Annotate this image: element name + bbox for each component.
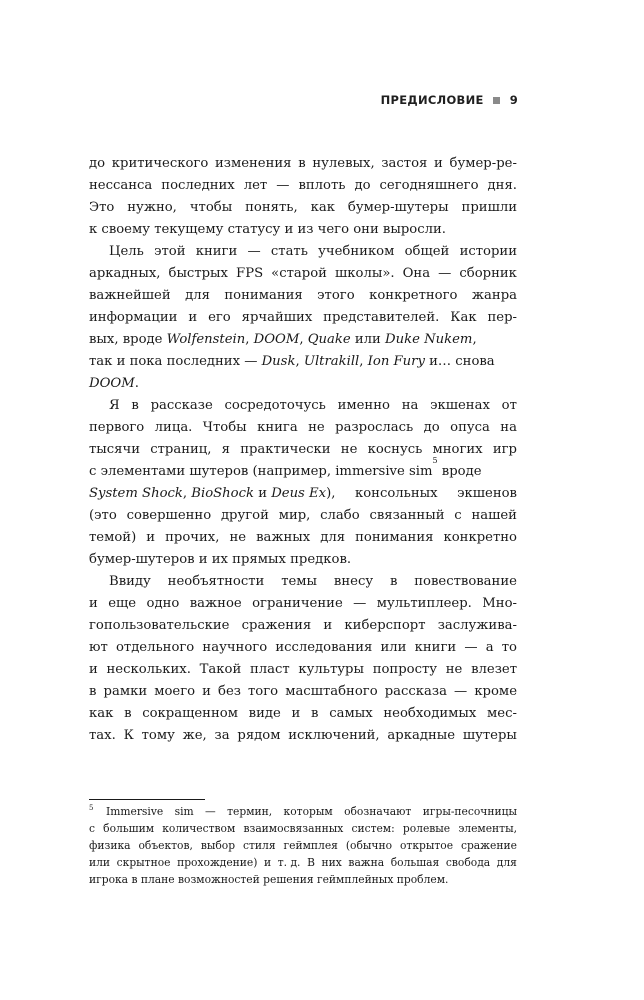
word: взаимосвязанных [243, 822, 344, 835]
word: пришли [461, 200, 517, 215]
game-title: DOOM [253, 332, 300, 347]
text-line [89, 615, 517, 637]
text-line [89, 505, 517, 527]
word: шутеры [462, 728, 517, 743]
word: физика [89, 839, 131, 852]
word: Это [89, 200, 115, 215]
word: рамки [103, 684, 148, 699]
word: и [89, 596, 98, 611]
word: представителей. [323, 310, 440, 325]
word: многих [432, 442, 483, 457]
word: заслужива- [437, 618, 517, 633]
word: жанра [471, 288, 517, 303]
word: них [321, 856, 342, 869]
word: стать [270, 244, 308, 259]
word: тысячи [89, 442, 141, 457]
word: и [146, 530, 156, 545]
word: игры-песочницы [422, 805, 517, 818]
word: в [124, 706, 132, 721]
text-line: бумер-шутеров и их прямых предков. [89, 552, 352, 567]
word: — [247, 244, 261, 259]
game-title: Duke Nukem [385, 332, 473, 347]
game-title: Dusk [261, 354, 296, 369]
word: (обычно [345, 839, 393, 852]
word: аркадных, [89, 266, 161, 281]
word: а [485, 640, 494, 655]
word: чтобы [189, 200, 233, 215]
word: ют [89, 640, 108, 655]
word: ярчайших [241, 310, 313, 325]
text-line [89, 175, 517, 197]
word: с [454, 508, 462, 523]
word: — [353, 596, 367, 611]
game-title: System Shock [89, 486, 183, 501]
word: школы». [335, 266, 395, 281]
word: и [264, 856, 272, 869]
word: или [380, 640, 407, 655]
game-title: Quake [307, 332, 351, 347]
footnote-line [89, 854, 517, 871]
game-title: Ion Fury [367, 354, 425, 369]
word: бумер-ре- [449, 156, 517, 171]
text-line: DOOM . [89, 373, 517, 395]
word: без [218, 684, 241, 699]
text-line [89, 527, 517, 549]
word: т. д. [277, 856, 301, 869]
word: большая [390, 856, 440, 869]
word: лет [243, 178, 268, 193]
word: необъятности [167, 574, 265, 589]
text-line [89, 197, 517, 219]
text-line [89, 153, 517, 175]
word: нулевых, [312, 156, 375, 171]
word: и [89, 662, 98, 677]
word: или [89, 856, 111, 869]
word: сражение [460, 839, 517, 852]
word: первого [89, 420, 145, 435]
footnote-line: игрока в плане возможностей решения геймплейных проблем. [89, 873, 449, 886]
word: понимания [355, 530, 434, 545]
word: Мно- [482, 596, 517, 611]
word: нессанса [89, 178, 153, 193]
word: того [248, 684, 279, 699]
word: обозначают [344, 805, 412, 818]
word: Как [450, 310, 477, 325]
word: рядом [237, 728, 281, 743]
game-title: Wolfenstein [166, 332, 246, 347]
word: sim [174, 805, 194, 818]
text-line: к своему текущему статусу и из чего они выросли. [89, 222, 446, 237]
text-line: так и пока последних — Dusk , Ultrakill , Ion Fury и… снова [89, 351, 517, 373]
game-title: Ultrakill [303, 354, 360, 369]
word: в [89, 684, 97, 699]
running-header [381, 93, 518, 107]
footnote-line [89, 820, 517, 837]
word: гопользовательские [89, 618, 230, 633]
word: В [307, 856, 315, 869]
word: этой [154, 244, 186, 259]
word: застоя [381, 156, 428, 171]
word: рассказе [150, 398, 213, 413]
word: вплоть [298, 178, 346, 193]
word: нескольких. [106, 662, 191, 677]
game-title: DOOM [89, 376, 135, 391]
word: и [291, 706, 301, 721]
word: важнейшей [89, 288, 171, 303]
word: книга [257, 420, 298, 435]
footnote-line [89, 803, 517, 820]
word: влезет [471, 662, 517, 677]
footnote [89, 803, 517, 888]
word: систем: [351, 822, 395, 835]
main-text [89, 153, 517, 747]
word: — [464, 640, 478, 655]
word: и [323, 618, 333, 633]
text-line [89, 681, 517, 703]
word: для [496, 856, 517, 869]
word: и [188, 310, 198, 325]
word: книги [414, 640, 457, 655]
word: рассказа [384, 684, 447, 699]
word: мультиплеер. [376, 596, 472, 611]
word: Чтобы [202, 420, 247, 435]
word: лица. [154, 420, 193, 435]
word: игр [492, 442, 517, 457]
game-title: BioShock [191, 486, 254, 501]
word: практически [240, 442, 331, 457]
word: нужно, [127, 200, 177, 215]
word: учебником [318, 244, 395, 259]
word: тому [141, 728, 175, 743]
word: FPS [236, 266, 264, 281]
word: опуса [450, 420, 490, 435]
footnote-line [89, 837, 517, 854]
word: конкретного [369, 288, 458, 303]
word: же, [182, 728, 207, 743]
text-line: System Shock, BioShock и Deus Ex), консольных экшенов [89, 486, 517, 501]
word: пласт [249, 662, 290, 677]
word: понять, [245, 200, 298, 215]
word: понимания [224, 288, 303, 303]
word: связанный [369, 508, 445, 523]
word: бумер-шутеры [347, 200, 449, 215]
word: исключений, [288, 728, 380, 743]
word: другой [220, 508, 269, 523]
word: исследования [275, 640, 373, 655]
chapter-title: ПРЕДИСЛОВИЕ [380, 93, 484, 107]
word: как [310, 200, 335, 215]
word: критического [111, 156, 209, 171]
word: не [445, 662, 463, 677]
word: аркадные [387, 728, 456, 743]
word: мир, [278, 508, 311, 523]
word: в [131, 398, 139, 413]
word: страниц, [150, 442, 212, 457]
word: прохождение) [177, 856, 258, 869]
word: Я [109, 398, 120, 413]
word: дня. [487, 178, 517, 193]
word: важных [256, 530, 311, 545]
word: Она [402, 266, 431, 281]
word: на [500, 420, 517, 435]
word: экшенах [430, 398, 490, 413]
text-line: вых, вроде Wolfenstein , DOOM , Quake или Duke Nukem , [89, 329, 517, 351]
word: научного [202, 640, 268, 655]
word: 5 Immersive [89, 804, 164, 818]
word: не [229, 530, 247, 545]
word: количеством [162, 822, 236, 835]
word: попросту [372, 662, 438, 677]
word: сокращенном [142, 706, 238, 721]
word: этого [317, 288, 355, 303]
word: — [276, 178, 290, 193]
word: совершенно [126, 508, 212, 523]
word: пер- [487, 310, 517, 325]
word: именно [337, 398, 390, 413]
word: виде [248, 706, 281, 721]
word: информации [89, 310, 178, 325]
word: то [501, 640, 517, 655]
word: Такой [199, 662, 242, 677]
word: сосредоточусь [224, 398, 326, 413]
word: как [89, 706, 114, 721]
word: масштабного [285, 684, 378, 699]
word: темой) [89, 530, 137, 545]
word: — [205, 805, 216, 818]
word: внесу [333, 574, 374, 589]
word: стиля [243, 839, 276, 852]
word: книги [195, 244, 238, 259]
word: его [208, 310, 231, 325]
word: нашей [471, 508, 517, 523]
word: в [389, 574, 398, 589]
word: я [221, 442, 230, 457]
word: изменения [214, 156, 292, 171]
word: которым [283, 805, 333, 818]
word: киберспорт [344, 618, 426, 633]
word: разрослась [335, 420, 414, 435]
word: (это [89, 508, 117, 523]
word: ограничение [252, 596, 343, 611]
word: в [311, 706, 319, 721]
word: повествование [414, 574, 517, 589]
word: для [320, 530, 346, 545]
text-line [89, 417, 517, 439]
word: для [185, 288, 210, 303]
text-line [89, 285, 517, 307]
word: Ввиду [109, 574, 151, 589]
word: от [501, 398, 517, 413]
word: и [202, 684, 211, 699]
game-title: Deus Ex [271, 486, 327, 501]
word: элементы, [458, 822, 517, 835]
text-line: с элементами шутеров (например, immersive sim 5 вроде [89, 461, 517, 483]
word: до [354, 178, 371, 193]
word: термин, [227, 805, 273, 818]
footnote-reference[interactable]: 5 [432, 456, 438, 465]
separator-square-icon [493, 97, 500, 104]
text-line [89, 703, 517, 725]
word: слабо [320, 508, 360, 523]
word: отдельного [115, 640, 195, 655]
word: тах. [89, 728, 116, 743]
word: свобода [445, 856, 491, 869]
word: не [340, 442, 358, 457]
text-line [89, 395, 517, 417]
word: одно [146, 596, 180, 611]
word: сражения [241, 618, 312, 633]
word: «старой [271, 266, 327, 281]
word: на [401, 398, 419, 413]
word: быстрых [168, 266, 228, 281]
word: и [434, 156, 443, 171]
footnote-divider [89, 799, 205, 800]
word: культуры [298, 662, 364, 677]
word: моего [154, 684, 196, 699]
word: коснусь [367, 442, 423, 457]
text-line [89, 637, 517, 659]
word: кроме [474, 684, 517, 699]
word: ролевые [402, 822, 451, 835]
word: конкретно [443, 530, 517, 545]
word: за [214, 728, 230, 743]
word: важное [189, 596, 242, 611]
word: геймплея [283, 839, 338, 852]
word: Цель [109, 244, 144, 259]
word: прочих, [165, 530, 220, 545]
word: важна [348, 856, 385, 869]
word: сборник [459, 266, 517, 281]
text-line [89, 439, 517, 461]
word: большим [103, 822, 155, 835]
word: мес- [487, 706, 517, 721]
word: темы [281, 574, 318, 589]
text-line [89, 307, 517, 329]
text-line [89, 241, 517, 263]
word: — [454, 684, 468, 699]
word: самых [329, 706, 373, 721]
word: последних [161, 178, 235, 193]
word: до [89, 156, 106, 171]
word: сегодняшнего [379, 178, 479, 193]
word: открытое [399, 839, 454, 852]
word: до [423, 420, 440, 435]
word: с [89, 822, 95, 835]
word: не [308, 420, 325, 435]
text-line [89, 725, 517, 747]
word: скрытное [116, 856, 171, 869]
word: выбор [200, 839, 236, 852]
word: объектов, [138, 839, 193, 852]
word: общей [404, 244, 450, 259]
text-line [89, 593, 517, 615]
word: еще [108, 596, 137, 611]
page-number: 9 [509, 93, 518, 107]
word: — [438, 266, 452, 281]
text-line [89, 659, 517, 681]
word: истории [459, 244, 517, 259]
word: К [123, 728, 134, 743]
word: необходимых [383, 706, 477, 721]
word: в [298, 156, 306, 171]
text-line [89, 263, 517, 285]
text-line [89, 571, 517, 593]
